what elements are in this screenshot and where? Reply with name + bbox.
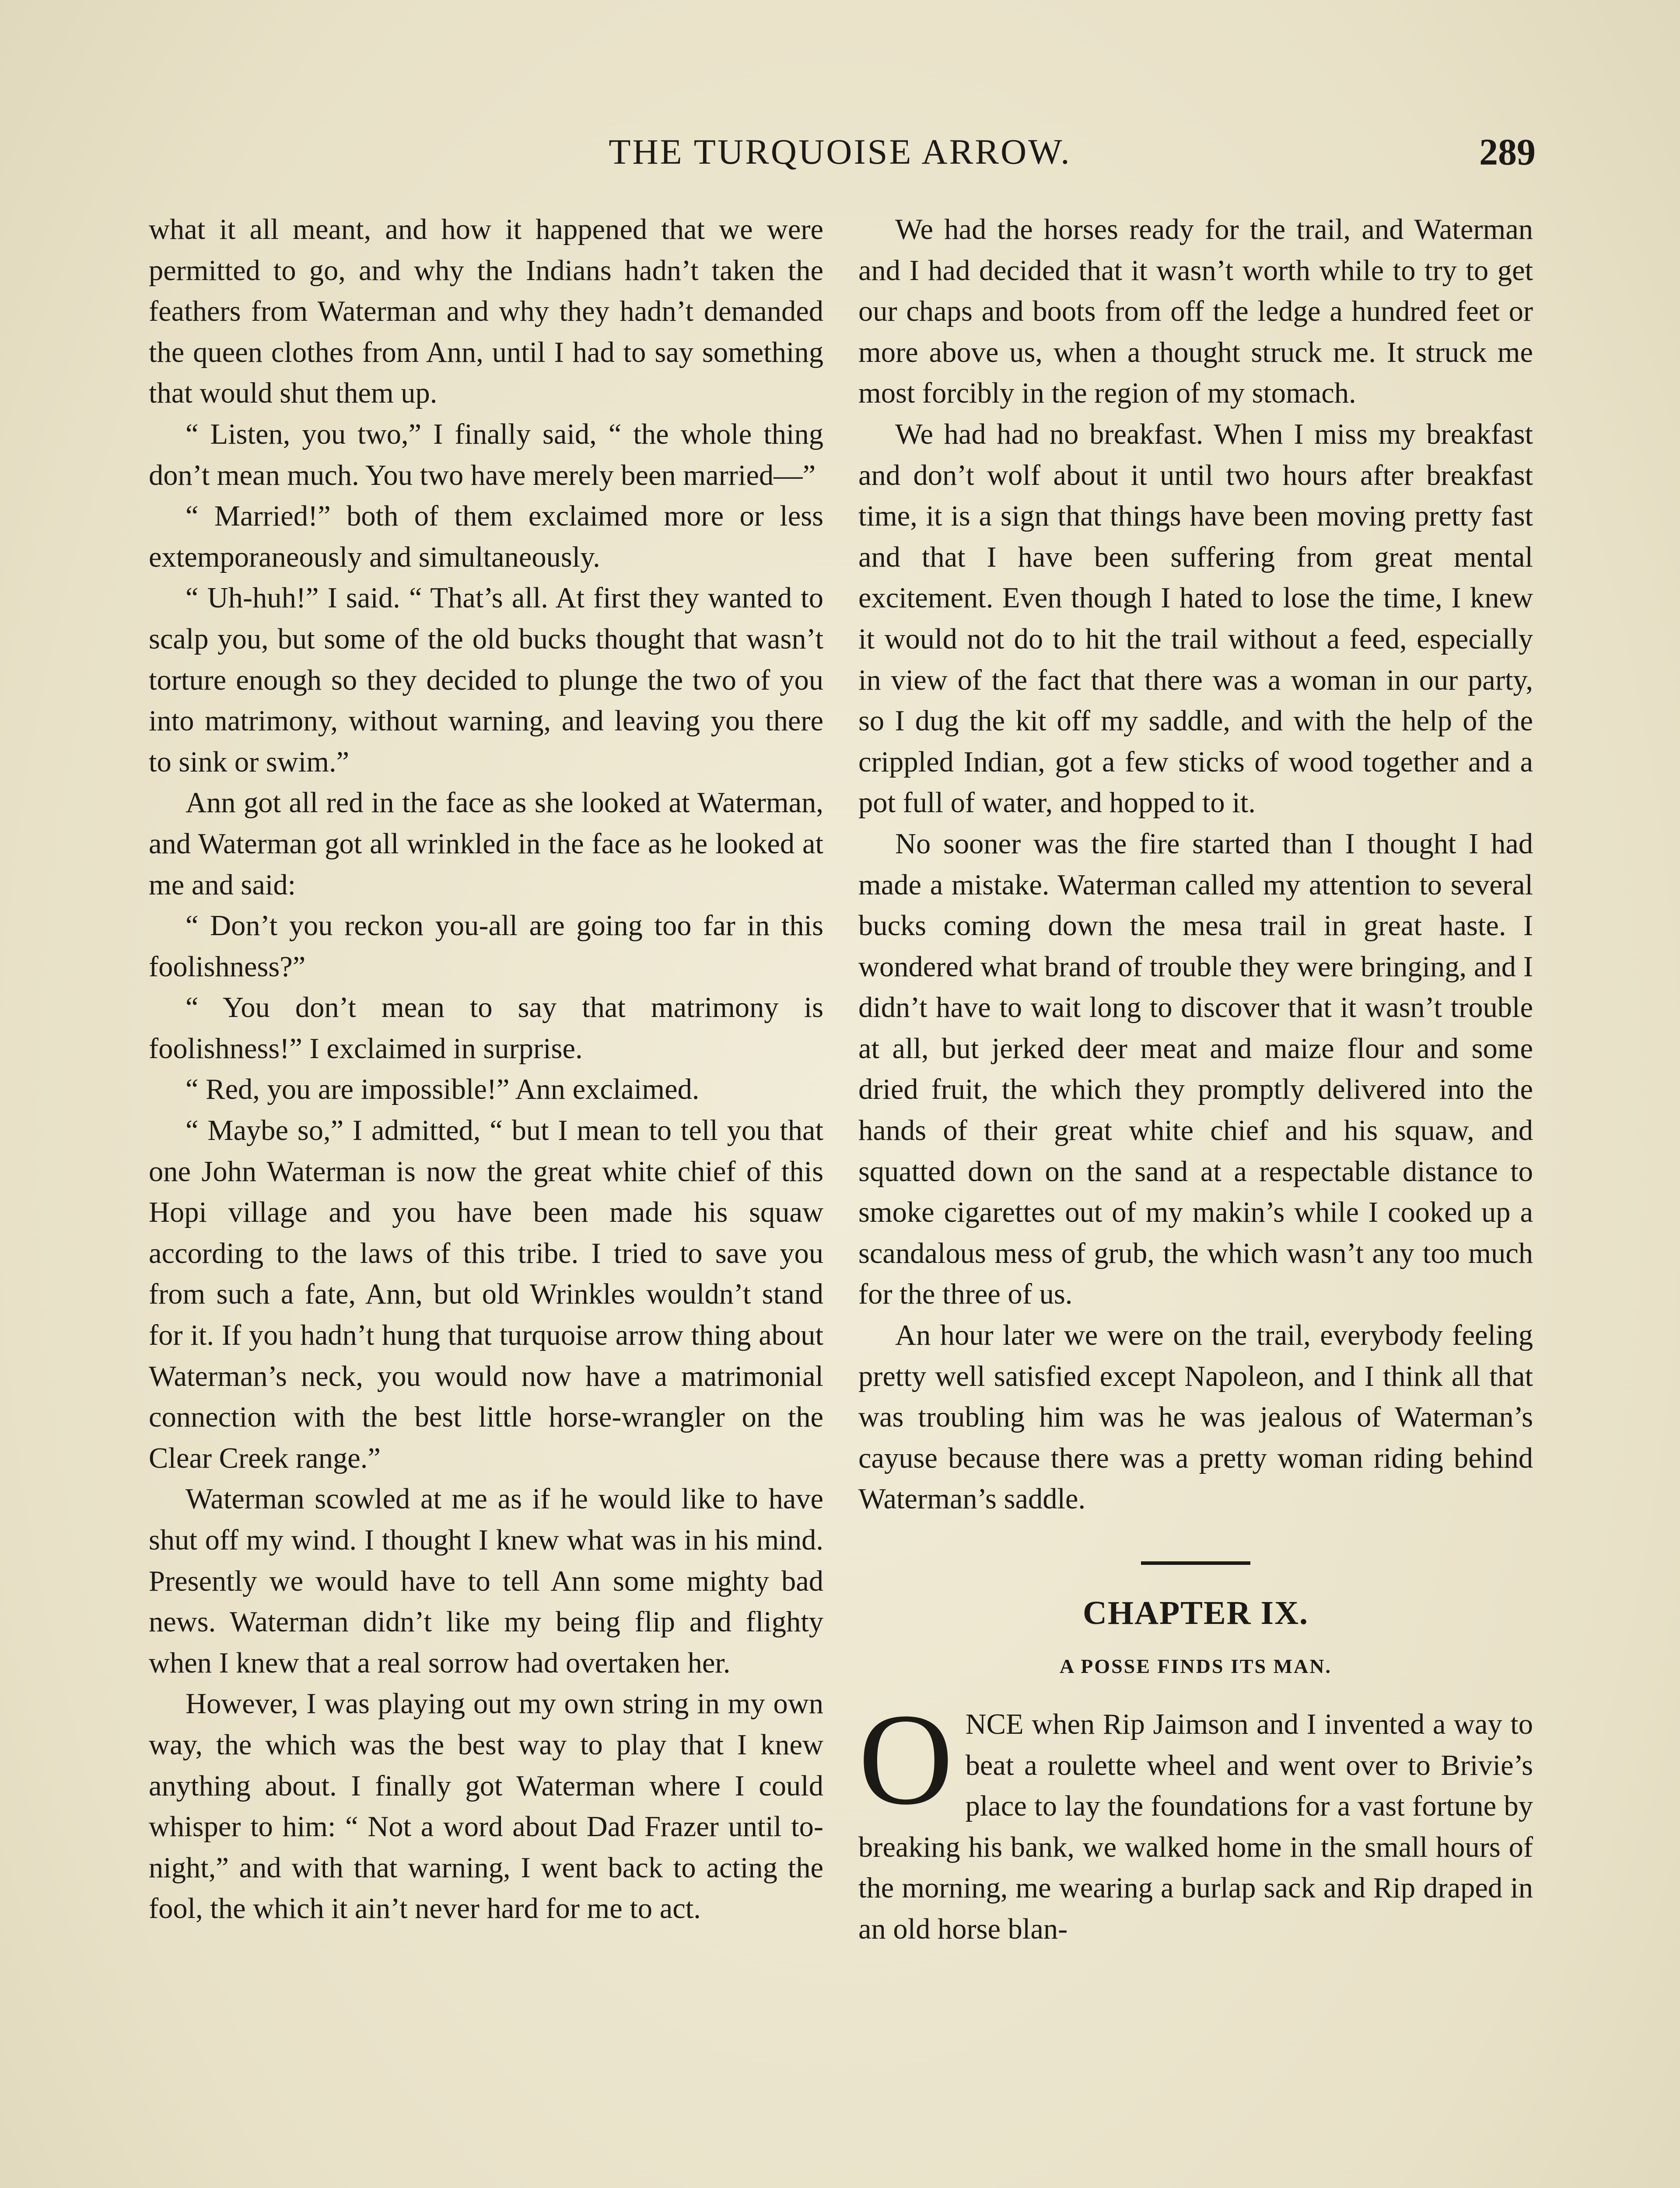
paragraph: “ Don’t you reckon you-all are going too far in this foolishness?” [149,910,823,983]
page-number: 289 [1479,131,1536,173]
paragraph: We had had no breakfast. When I miss my breakfast and don’t wolf about it until two hours after breakfast time, it is a sign that things have been moving pretty fast and that I have been suffering from great mental excitement. Even though I hated to lose the time, I knew it would not do to hit the trail without a feed, especially in view of the fact that there was a woman in our party, so I dug the kit off my saddle, and with the help of the crippled Indian, got a few sticks of wood together and a pot full of water, and hopped to it. [858,418,1533,819]
chapter-subtitle: A POSSE FINDS ITS MAN. [1060,1655,1332,1677]
paragraph: However, I was playing out my own string in my own way, the which was the best way to play that I knew anything about. I finally got Waterman where I could whisper to him: “ Not a word about Dad Frazer until to-night,” and with that warning, I went back to acting the fool, the which it ain’t never hard for me to act. [149,1688,823,1925]
left-column [149,209,823,1929]
running-title: THE TURQUOISE ARROW. [609,132,1071,172]
paragraph: We had the horses ready for the trail, and Waterman and I had decided that it wasn’t worth while to try to get our chaps and boots from off the ledge a hundred feet or more above us, when a thought struck me. It struck me most forcibly in the region of my stomach. [858,214,1533,410]
drop-cap: O [858,1687,953,1832]
paragraph: “ You don’t mean to say that matrimony is foolishness!” I exclaimed in surprise. [149,992,823,1065]
paragraph: “ Maybe so,” I admitted, “ but I mean to tell you that one John Waterman is now the great white chief of this Hopi village and you have been made his squaw according to the laws of this tribe. I tried to save you from such a fate, Ann, but old Wrinkles wouldn’t stand for it. If you hadn’t hung that turquoise arrow thing about Waterman’s neck, you would now have a matrimonial connection with the best little horse-wrangler on the Clear Creek range.” [149,1115,823,1474]
paragraph: Waterman scowled at me as if he would like to have shut off my wind. I thought I knew what was in his mind. Presently we would have to tell Ann some mighty bad news. Waterman didn’t like my being flip and flighty when I knew that a real sorrow had overtaken her. [149,1483,823,1679]
paragraph: Ann got all red in the face as she looked at Waterman, and Waterman got all wrinkled in the face as he looked at me and said: [149,787,823,901]
chapter-heading: CHAPTER IX. [1082,1595,1309,1631]
paragraph: “ Listen, you two,” I finally said, “ the whole thing don’t mean much. You two have merely been married—” [149,418,823,491]
paragraph: An hour later we were on the trail, everybody feeling pretty well satisfied except Napoleon, and I think all that was troubling him was he was jealous of Waterman’s cayuse because there was a pretty woman riding behind Waterman’s saddle. [858,1319,1533,1515]
paragraph: “ Red, you are impossible!” Ann exclaimed. [186,1073,700,1106]
paragraph: “ Uh-huh!” I said. “ That’s all. At first they wanted to scalp you, but some of the old bucks thought that wasn’t torture enough so they decided to plunge the two of you into matrimony, without warning, and leaving you there to sink or swim.” [149,582,823,778]
paragraph: what it all meant, and how it happened that we were permitted to go, and why the Indians hadn’t taken the feathers from Waterman and why they hadn’t demanded the queen clothes from Ann, until I had to say something that would shut them up. [149,214,823,410]
right-column [858,209,1533,1950]
running-head [144,128,1536,176]
chapter-opening-text: NCE when Rip Jaimson and I invented a way to beat a roulette wheel and went over to Brivie’s place to lay the foundations for a vast fortune by breaking his bank, we walked home in the small hours of the morning, me wearing a burlap sack and Rip draped in an old horse blan- [858,1708,1533,1945]
section-divider [1141,1561,1250,1565]
paragraph: No sooner was the fire started than I thought I had made a mistake. Waterman called my attention to several bucks coming down the mesa trail in great haste. I wondered what brand of trouble they were bringing, and I didn’t have to wait long to discover that it wasn’t trouble at all, but jerked deer meat and maize flour and some dried fruit, the which they promptly delivered into the hands of their great white chief and his squaw, and squatted down on the sand at a respectable distance to smoke cigarettes out of my makin’s while I cooked up a scandalous mess of grub, the which wasn’t any too much for the three of us. [858,828,1533,1311]
paragraph: “ Married!” both of them exclaimed more or less extemporaneously and simultaneously. [149,500,823,573]
chapter-opening-paragraph [858,1687,1533,1950]
